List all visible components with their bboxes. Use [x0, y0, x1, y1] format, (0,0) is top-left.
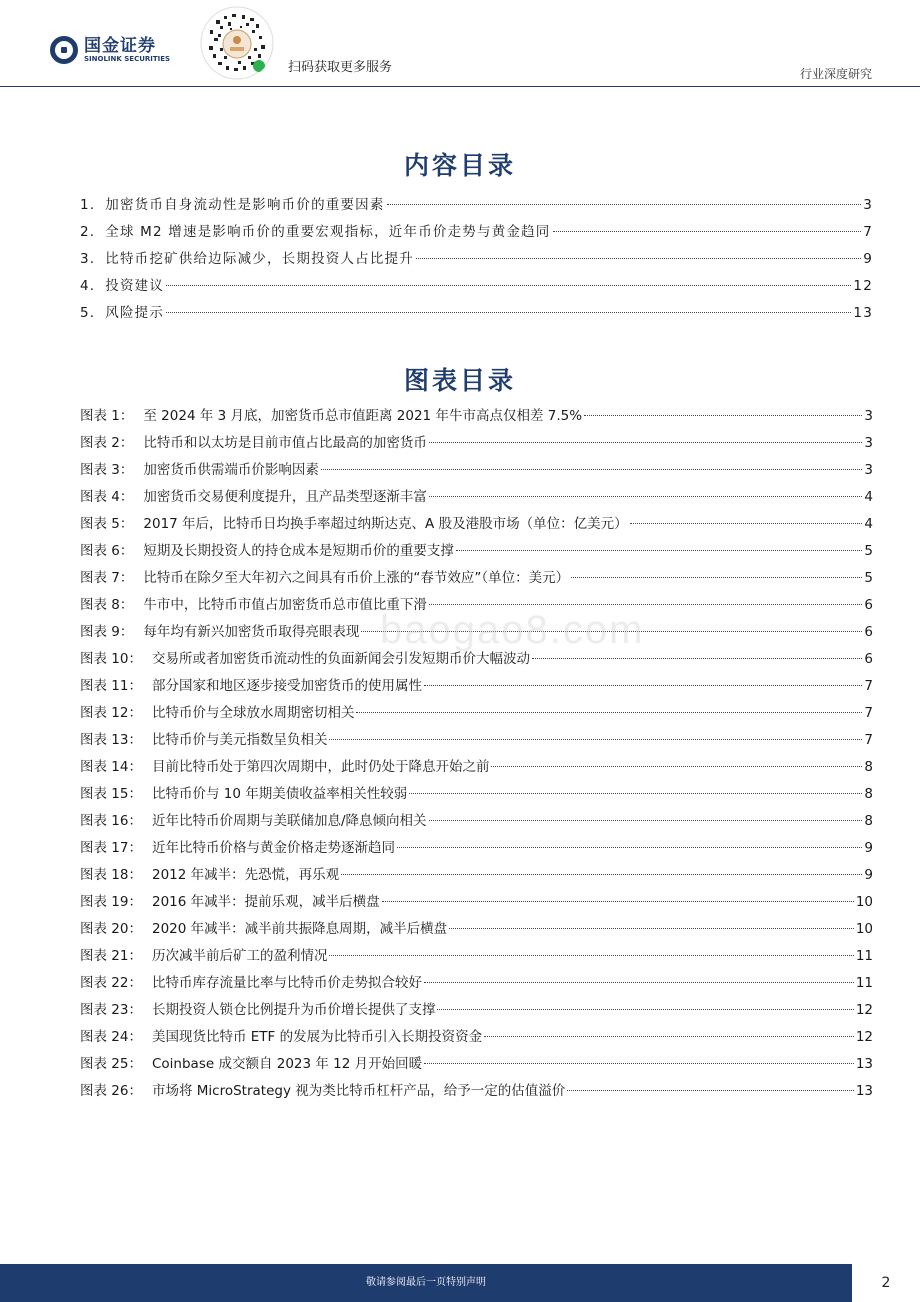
entry-text: 比特币和以太坊是目前市值占比最高的加密货币	[143, 435, 427, 451]
contents-list	[80, 193, 873, 328]
figure-entry[interactable]	[80, 539, 873, 566]
figure-entry[interactable]	[80, 836, 873, 863]
page-header	[0, 0, 920, 90]
entry-label: 图表 1：	[80, 408, 134, 424]
figure-entry[interactable]	[80, 1079, 873, 1106]
contents-entry[interactable]	[80, 220, 873, 247]
figure-entry[interactable]	[80, 485, 873, 512]
figure-entry[interactable]	[80, 863, 873, 890]
entry-page-number: 12	[853, 278, 873, 294]
entry-text: 至 2024 年 3 月底，加密货币总市值距离 2021 年牛市高点仅相差 7.5%	[143, 408, 583, 424]
figure-entry[interactable]	[80, 998, 873, 1025]
entry-page-number: 13	[855, 1083, 873, 1099]
dot-leader	[409, 793, 862, 794]
entry-text: 比特币价与美元指数呈负相关	[151, 732, 328, 748]
figures-title: 图表目录	[403, 366, 516, 395]
entry-page-number: 7	[864, 705, 873, 721]
entry-page-number: 5	[864, 570, 873, 586]
entry-page-number: 9	[863, 251, 873, 267]
entry-page-number: 13	[853, 305, 873, 321]
entry-label: 图表 7：	[80, 570, 134, 586]
figure-entry[interactable]	[80, 944, 873, 971]
contents-entry[interactable]	[80, 274, 873, 301]
entry-page-number: 6	[864, 624, 873, 640]
entry-page-number: 11	[855, 975, 873, 991]
entry-label: 2.	[80, 224, 96, 240]
entry-page-number: 7	[863, 224, 873, 240]
figure-entry[interactable]	[80, 890, 873, 917]
contents-title: 内容目录	[403, 151, 516, 180]
entry-page-number: 13	[855, 1056, 873, 1072]
entry-label: 图表 4：	[80, 489, 134, 505]
entry-label: 图表 18：	[80, 867, 142, 883]
figure-entry[interactable]	[80, 728, 873, 755]
entry-label: 图表 10：	[80, 651, 142, 667]
entry-page-number: 12	[855, 1029, 873, 1045]
entry-label: 图表 3：	[80, 462, 134, 478]
entry-text: 部分国家和地区逐步接受加密货币的使用属性	[151, 678, 422, 694]
entry-label: 图表 12：	[80, 705, 142, 721]
entry-text: 比特币挖矿供给边际减少，长期投资人占比提升	[105, 251, 414, 267]
entry-text: 长期投资人锁仓比例提升为币价增长提供了支撑	[151, 1002, 436, 1018]
entry-text: 每年均有新兴加密货币取得亮眼表现	[143, 624, 360, 640]
logo-name-cn: 国金证券	[84, 35, 156, 56]
entry-label: 图表 14：	[80, 759, 142, 775]
dot-leader	[166, 312, 851, 313]
dot-leader	[397, 847, 862, 848]
dot-leader	[484, 1036, 854, 1037]
entry-text: 2017 年后，比特币日均换手率超过纳斯达克、A 股及港股市场（单位：亿美元）	[143, 516, 628, 532]
figures-list	[80, 404, 873, 1106]
dot-leader	[429, 442, 863, 443]
figure-entry[interactable]	[80, 755, 873, 782]
entry-text: 近年比特币价周期与美联储加息/降息倾向相关	[151, 813, 427, 829]
footer-disclaimer: 敬请参阅最后一页特别声明	[366, 1277, 486, 1288]
figure-entry[interactable]	[80, 566, 873, 593]
contents-entry[interactable]	[80, 193, 873, 220]
entry-page-number: 3	[863, 197, 873, 213]
report-type: 行业深度研究	[799, 67, 872, 81]
figure-entry[interactable]	[80, 701, 873, 728]
entry-label: 1.	[80, 197, 96, 213]
entry-label: 4.	[80, 278, 96, 294]
page-number: 2	[881, 1275, 891, 1291]
entry-page-number: 6	[864, 651, 873, 667]
dot-leader	[387, 204, 862, 205]
dot-leader	[429, 820, 863, 821]
entry-label: 图表 23：	[80, 1002, 142, 1018]
entry-page-number: 3	[864, 435, 873, 451]
dot-leader	[491, 766, 862, 767]
entry-text: 近年比特币价格与黄金价格走势逐渐趋同	[151, 840, 395, 856]
figure-entry[interactable]	[80, 782, 873, 809]
company-logo	[50, 36, 170, 64]
entry-text: 交易所或者加密货币流动性的负面新闻会引发短期币价大幅波动	[151, 651, 530, 667]
entry-label: 图表 6：	[80, 543, 134, 559]
entry-label: 图表 19：	[80, 894, 142, 910]
entry-text: 比特币库存流量比率与比特币价走势拟合较好	[151, 975, 422, 991]
entry-text: 全球 M2 增速是影响币价的重要宏观指标，近年币价走势与黄金趋同	[105, 224, 551, 240]
entry-label: 图表 26：	[80, 1083, 142, 1099]
entry-page-number: 9	[864, 867, 873, 883]
figure-entry[interactable]	[80, 431, 873, 458]
entry-label: 3.	[80, 251, 96, 267]
logo-name-en: SINOLINK SECURITIES	[84, 54, 171, 63]
entry-label: 图表 20：	[80, 921, 142, 937]
entry-text: Coinbase 成交额自 2023 年 12 月开始回暖	[151, 1056, 423, 1072]
entry-page-number: 7	[864, 678, 873, 694]
entry-page-number: 4	[864, 489, 873, 505]
entry-text: 加密货币交易便利度提升，且产品类型逐渐丰富	[143, 489, 427, 505]
entry-label: 图表 9：	[80, 624, 134, 640]
entry-text: 牛市中，比特币市值占加密货币总市值比重下滑	[143, 597, 427, 613]
entry-label: 图表 16：	[80, 813, 142, 829]
figure-entry[interactable]	[80, 971, 873, 998]
entry-page-number: 3	[864, 408, 873, 424]
entry-page-number: 6	[864, 597, 873, 613]
entry-label: 图表 17：	[80, 840, 142, 856]
entry-page-number: 11	[855, 948, 873, 964]
entry-page-number: 12	[855, 1002, 873, 1018]
entry-label: 图表 21：	[80, 948, 142, 964]
figure-entry[interactable]	[80, 917, 873, 944]
qr-code-icon[interactable]	[200, 6, 274, 80]
entry-page-number: 10	[855, 921, 873, 937]
header-divider	[0, 86, 920, 87]
dot-leader	[630, 523, 863, 524]
contents-entry[interactable]	[80, 247, 873, 274]
entry-page-number: 8	[864, 759, 873, 775]
entry-label: 图表 2：	[80, 435, 134, 451]
entry-text: 比特币在除夕至大年初六之间具有币价上涨的“春节效应”（单位：美元）	[143, 570, 570, 586]
entry-page-number: 3	[864, 462, 873, 478]
dot-leader	[571, 577, 862, 578]
figure-entry[interactable]	[80, 809, 873, 836]
entry-text: 比特币价与全球放水周期密切相关	[151, 705, 355, 721]
figure-entry[interactable]	[80, 1052, 873, 1079]
dot-leader	[532, 658, 862, 659]
entry-text: 短期及长期投资人的持仓成本是短期币价的重要支撑	[143, 543, 454, 559]
entry-page-number: 7	[864, 732, 873, 748]
dot-leader	[429, 604, 863, 605]
qr-caption: 扫码获取更多服务	[288, 60, 393, 75]
entry-page-number: 10	[855, 894, 873, 910]
figure-entry[interactable]	[80, 458, 873, 485]
entry-label: 图表 15：	[80, 786, 142, 802]
entry-text: 美国现货比特币 ETF 的发展为比特币引入长期投资资金	[151, 1029, 483, 1045]
entry-label: 5.	[80, 305, 96, 321]
entry-text: 加密货币自身流动性是影响币价的重要因素	[105, 197, 385, 213]
entry-text: 2016 年减半：提前乐观，减半后横盘	[151, 894, 380, 910]
dot-leader	[416, 258, 861, 259]
entry-text: 目前比特币处于第四次周期中，此时仍处于降息开始之前	[151, 759, 490, 775]
entry-label: 图表 5：	[80, 516, 134, 532]
dot-leader	[567, 1090, 854, 1091]
entry-label: 图表 11：	[80, 678, 142, 694]
entry-text: 投资建议	[105, 278, 165, 294]
dot-leader	[424, 685, 862, 686]
entry-page-number: 9	[864, 840, 873, 856]
figure-entry[interactable]	[80, 512, 873, 539]
entry-text: 2020 年减半：减半前共振降息周期，减半后横盘	[151, 921, 448, 937]
dot-leader	[341, 874, 862, 875]
entry-text: 市场将 MicroStrategy 视为类比特币杠杆产品，给予一定的估值溢价	[151, 1083, 566, 1099]
figure-entry[interactable]	[80, 404, 873, 431]
entry-page-number: 8	[864, 813, 873, 829]
dot-leader	[429, 496, 863, 497]
dot-leader	[329, 955, 853, 956]
entry-label: 图表 13：	[80, 732, 142, 748]
entry-page-number: 8	[864, 786, 873, 802]
dot-leader	[553, 231, 862, 232]
figure-entry[interactable]	[80, 674, 873, 701]
dot-leader	[166, 285, 851, 286]
watermark: baogao8.com	[380, 608, 645, 652]
entry-text: 风险提示	[105, 305, 165, 321]
entry-page-number: 5	[864, 543, 873, 559]
entry-label: 图表 24：	[80, 1029, 142, 1045]
dot-leader	[456, 550, 863, 551]
entry-label: 图表 8：	[80, 597, 134, 613]
dot-leader	[382, 901, 854, 902]
entry-label: 图表 22：	[80, 975, 142, 991]
dot-leader	[329, 739, 862, 740]
entry-text: 2012 年减半：先恐慌，再乐观	[151, 867, 340, 883]
entry-text: 历次减半前后矿工的盈利情况	[151, 948, 328, 964]
dot-leader	[356, 712, 862, 713]
logo-mark-icon	[50, 36, 78, 64]
figure-entry[interactable]	[80, 1025, 873, 1052]
contents-entry[interactable]	[80, 301, 873, 328]
dot-leader	[584, 415, 862, 416]
entry-label: 图表 25：	[80, 1056, 142, 1072]
dot-leader	[424, 1063, 854, 1064]
entry-text: 比特币价与 10 年期美债收益率相关性较弱	[151, 786, 408, 802]
entry-page-number: 4	[864, 516, 873, 532]
dot-leader	[424, 982, 854, 983]
dot-leader	[449, 928, 854, 929]
dot-leader	[321, 469, 863, 470]
entry-text: 加密货币供需端币价影响因素	[143, 462, 319, 478]
dot-leader	[437, 1009, 853, 1010]
